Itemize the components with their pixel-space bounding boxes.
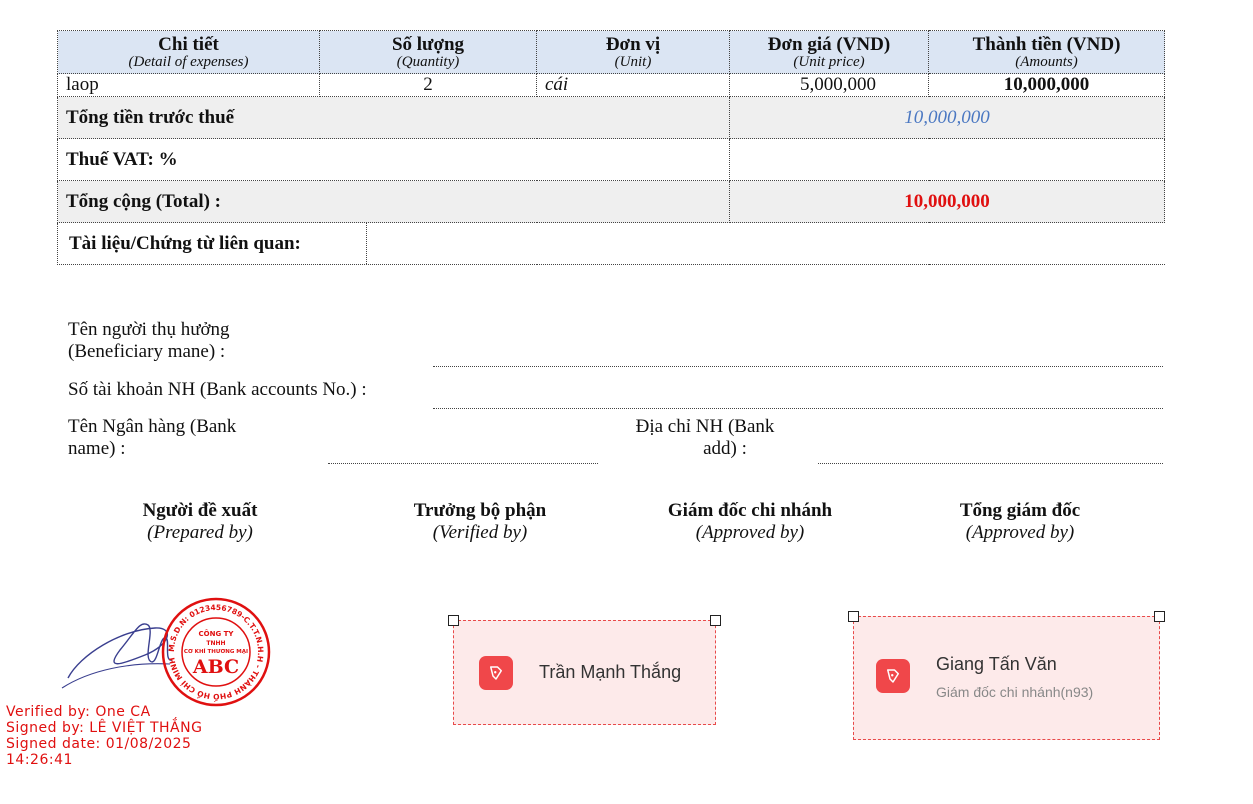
bank-name-label: Tên Ngân hàng (Bank name) : bbox=[68, 416, 237, 459]
signature-branch-director: Giám đốc chi nhánh (Approved by) bbox=[667, 500, 833, 543]
signature-verified: Trưởng bộ phận (Verified by) bbox=[413, 500, 547, 543]
vat-label: Thuế VAT: % bbox=[58, 139, 730, 181]
cell-unit: cái bbox=[537, 74, 730, 97]
header-unit: Đơn vị (Unit) bbox=[537, 31, 730, 74]
resize-handle[interactable] bbox=[448, 615, 459, 626]
bank-address-label: Địa chỉ NH (Bank add) : bbox=[635, 416, 775, 459]
signature-prepared: Người đề xuất (Prepared by) bbox=[142, 500, 258, 543]
account-field[interactable] bbox=[433, 408, 1163, 409]
beneficiary-field[interactable] bbox=[433, 366, 1163, 367]
cell-unit-price: 5,000,000 bbox=[730, 74, 929, 97]
signer-role: Giám đốc chi nhánh(n93) bbox=[936, 684, 1094, 700]
documents-row bbox=[58, 223, 1165, 265]
total-row bbox=[58, 181, 1165, 223]
header-amount: Thành tiền (VND) (Amounts) bbox=[929, 31, 1165, 74]
signer-box-1[interactable] bbox=[453, 620, 716, 725]
header-quantity: Số lượng (Quantity) bbox=[320, 31, 537, 74]
subtotal-value: 10,000,000 bbox=[730, 97, 1165, 139]
bank-address-field[interactable] bbox=[818, 463, 1163, 464]
sign-icon bbox=[876, 659, 910, 693]
resize-handle[interactable] bbox=[1154, 611, 1165, 622]
total-value: 10,000,000 bbox=[730, 181, 1165, 223]
bank-name-field[interactable] bbox=[328, 463, 598, 464]
signer-name: Giang Tấn Văn bbox=[936, 654, 1057, 674]
vat-row bbox=[58, 139, 1165, 181]
signature-general-director: Tổng giám đốc (Approved by) bbox=[959, 500, 1081, 543]
svg-text:M.S.D.N: 0123456789-C.T.T.N.H.: M.S.D.N: 0123456789-C.T.T.N.H.H - THÀNH PHỐ HỒ CHÍ MINH bbox=[166, 602, 266, 702]
signer-box-2[interactable] bbox=[853, 616, 1160, 740]
cell-detail: laop bbox=[58, 74, 320, 97]
cell-quantity: 2 bbox=[320, 74, 537, 97]
account-label: Số tài khoản NH (Bank accounts No.) : bbox=[68, 379, 367, 400]
total-label: Tổng cộng (Total) : bbox=[58, 181, 730, 223]
resize-handle[interactable] bbox=[848, 611, 859, 622]
resize-handle[interactable] bbox=[710, 615, 721, 626]
documents-label: Tài liệu/Chứng từ liên quan: bbox=[58, 223, 367, 264]
svg-text:ABC: ABC bbox=[192, 656, 240, 678]
digital-signature-info: Verified by: One CA Signed by: LÊ VIỆT THẮNG Signed date: 01/08/2025 14:26:41 bbox=[6, 704, 203, 768]
header-unit-price: Đơn giá (VND) (Unit price) bbox=[730, 31, 929, 74]
svg-text:CƠ KHÍ THƯƠNG MẠI: CƠ KHÍ THƯƠNG MẠI bbox=[183, 649, 249, 655]
signer-name: Trần Mạnh Thắng bbox=[539, 662, 682, 682]
cell-amount: 10,000,000 bbox=[929, 74, 1165, 97]
subtotal-row bbox=[58, 97, 1165, 139]
sign-icon bbox=[479, 656, 513, 690]
subtotal-label: Tổng tiền trước thuế bbox=[58, 97, 730, 139]
vat-value bbox=[730, 139, 1165, 181]
svg-text:TNHH: TNHH bbox=[206, 640, 226, 647]
beneficiary-label: Tên người thụ hưởng (Beneficiary mane) : bbox=[68, 319, 230, 362]
expense-table bbox=[57, 30, 1165, 265]
documents-value bbox=[367, 223, 1165, 264]
table-row bbox=[58, 74, 1165, 97]
svg-text:CÔNG TY: CÔNG TY bbox=[198, 630, 234, 638]
table-header-row bbox=[58, 31, 1165, 74]
header-detail: Chi tiết (Detail of expenses) bbox=[58, 31, 320, 74]
company-stamp bbox=[160, 596, 272, 708]
